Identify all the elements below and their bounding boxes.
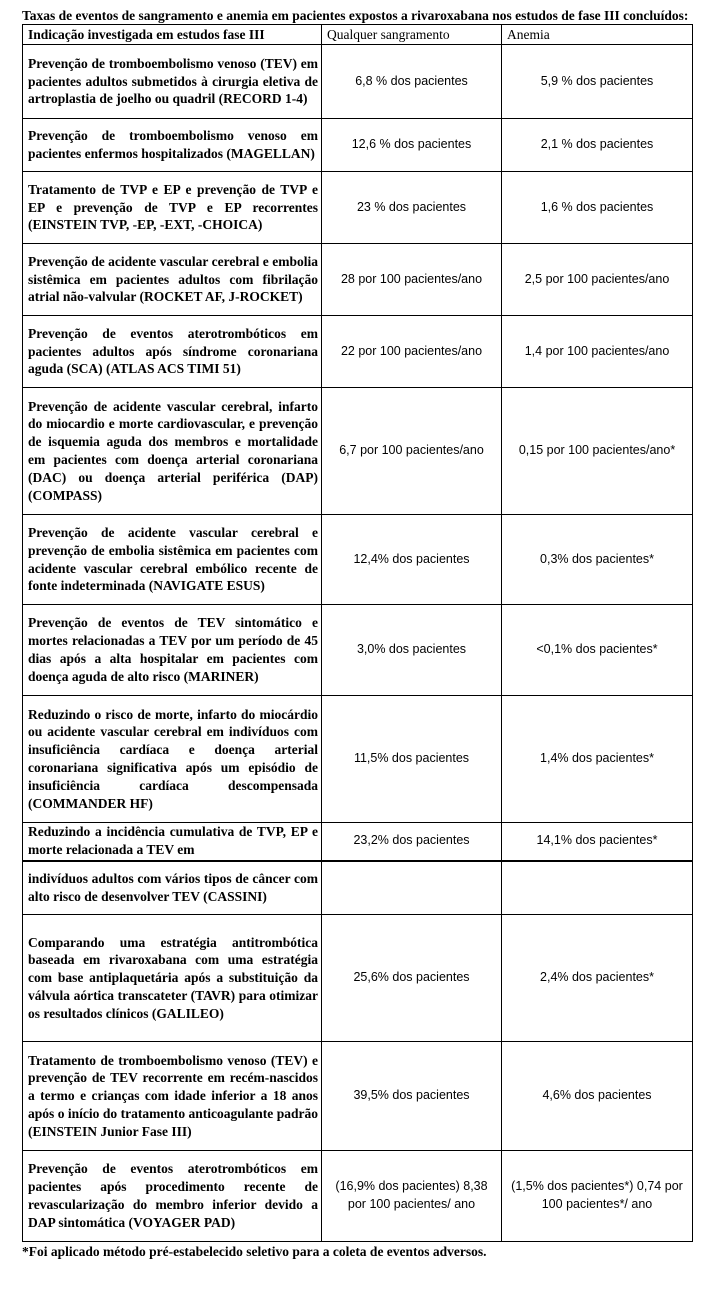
bleeding-cell: 6,7 por 100 pacientes/ano: [322, 388, 502, 515]
table-row: [23, 244, 693, 316]
bleeding-cell: 12,6 % dos pacientes: [322, 119, 502, 172]
anemia-cell: 2,5 por 100 pacientes/ano: [502, 244, 693, 316]
anemia-cell: 4,6% dos pacientes: [502, 1042, 693, 1151]
adverse-events-table: [22, 24, 693, 1242]
bleeding-cell: (16,9% dos pacientes) 8,38 por 100 pacientes/ ano: [322, 1151, 502, 1242]
indication-cell: Prevenção de tromboembolismo venoso (TEV) em pacientes adultos submetidos à cirurgia eletiva de artroplastia de joelho ou quadril (RECORD 1-4): [23, 45, 322, 119]
indication-cell: Reduzindo a incidência cumulativa de TVP, EP e morte relacionada a TEV em: [23, 823, 322, 861]
bleeding-cell: 39,5% dos pacientes: [322, 1042, 502, 1151]
bleeding-cell: 22 por 100 pacientes/ano: [322, 316, 502, 388]
indication-cell: Prevenção de acidente vascular cerebral, infarto do miocardio e morte cardiovascular, e prevenção de isquemia aguda dos membros e mortalidade em pacientes com doença arterial coronariana (DAC) ou doença arterial periférica (DAP) (COMPASS): [23, 388, 322, 515]
anemia-cell: <0,1% dos pacientes*: [502, 605, 693, 696]
table-row: [23, 515, 693, 605]
anemia-cell: 0,15 por 100 pacientes/ano*: [502, 388, 693, 515]
table-footnote: *Foi aplicado método pré-estabelecido seletivo para a coleta de eventos adversos.: [22, 1244, 487, 1259]
anemia-cell: (1,5% dos pacientes*) 0,74 por 100 pacientes*/ ano: [502, 1151, 693, 1242]
table-row: [23, 45, 693, 119]
table-row: [23, 388, 693, 515]
column-header-indication: Indicação investigada em estudos fase III: [23, 25, 322, 45]
bleeding-cell: 23,2% dos pacientes: [322, 823, 502, 861]
indication-cell: Prevenção de eventos de TEV sintomático e mortes relacionadas a TEV por um período de 45 dias após a alta hospitalar em pacientes com doença aguda de alto risco (MARINER): [23, 605, 322, 696]
indication-cell: Prevenção de eventos aterotrombóticos em pacientes após procedimento recente de revascularização do membro inferior devido a DAP sintomática (VOYAGER PAD): [23, 1151, 322, 1242]
table-row: [23, 915, 693, 1042]
table-row: [23, 119, 693, 172]
bleeding-cell: 11,5% dos pacientes: [322, 696, 502, 823]
bleeding-cell: 3,0% dos pacientes: [322, 605, 502, 696]
bleeding-cell: 12,4% dos pacientes: [322, 515, 502, 605]
bleeding-cell: 25,6% dos pacientes: [322, 915, 502, 1042]
table-row: [23, 696, 693, 823]
column-header-bleeding: Qualquer sangramento: [322, 25, 502, 45]
bleeding-cell: [322, 861, 502, 915]
indication-cell: Reduzindo o risco de morte, infarto do miocárdio ou acidente vascular cerebral em indivíduos com insuficiência cardíaca e doença arterial coronariana significativa após um episódio de insuficiência cardíaca descompensada (COMMANDER HF): [23, 696, 322, 823]
anemia-cell: 5,9 % dos pacientes: [502, 45, 693, 119]
table-row: [23, 861, 693, 915]
anemia-cell: 2,4% dos pacientes*: [502, 915, 693, 1042]
table-header-row: [23, 25, 693, 45]
table-row: [23, 605, 693, 696]
table-caption: Taxas de eventos de sangramento e anemia em pacientes expostos a rivaroxabana nos estudos de fase III concluídos:: [22, 8, 689, 23]
anemia-cell: 2,1 % dos pacientes: [502, 119, 693, 172]
indication-cell: Tratamento de TVP e EP e prevenção de TVP e EP e prevenção de TVP e EP recorrentes (EINSTEIN TVP, -EP, -EXT, -CHOICA): [23, 172, 322, 244]
indication-cell: Prevenção de acidente vascular cerebral e prevenção de embolia sistêmica em pacientes com acidente vascular cerebral embólico recente de fonte indeterminada (NAVIGATE ESUS): [23, 515, 322, 605]
document-page: [22, 8, 692, 1260]
anemia-cell: 14,1% dos pacientes*: [502, 823, 693, 861]
anemia-cell: 0,3% dos pacientes*: [502, 515, 693, 605]
indication-cell: Comparando uma estratégia antitrombótica baseada em rivaroxabana com uma estratégia com base antiplaquetária após a substituição da válvula aórtica transcateter (TAVR) para otimizar os resultados clínicos (GALILEO): [23, 915, 322, 1042]
table-row: [23, 172, 693, 244]
bleeding-cell: 23 % dos pacientes: [322, 172, 502, 244]
indication-cell: indivíduos adultos com vários tipos de câncer com alto risco de desenvolver TEV (CASSINI): [23, 861, 322, 915]
anemia-cell: 1,6 % dos pacientes: [502, 172, 693, 244]
anemia-cell: [502, 861, 693, 915]
indication-cell: Prevenção de eventos aterotrombóticos em pacientes adultos após síndrome coronariana aguda (SCA) (ATLAS ACS TIMI 51): [23, 316, 322, 388]
indication-cell: Tratamento de tromboembolismo venoso (TEV) e prevenção de TEV recorrente em recém-nascidos a termo e crianças com idade inferior a 18 anos após o início do tratamento anticoagulante padrão (EINSTEIN Junior Fase III): [23, 1042, 322, 1151]
indication-cell: Prevenção de tromboembolismo venoso em pacientes enfermos hospitalizados (MAGELLAN): [23, 119, 322, 172]
table-row: [23, 1151, 693, 1242]
anemia-cell: 1,4 por 100 pacientes/ano: [502, 316, 693, 388]
column-header-anemia: Anemia: [502, 25, 693, 45]
table-row: [23, 823, 693, 861]
anemia-cell: 1,4% dos pacientes*: [502, 696, 693, 823]
indication-cell: Prevenção de acidente vascular cerebral e embolia sistêmica em pacientes adultos com fibrilação atrial não-valvular (ROCKET AF, J-ROCKET): [23, 244, 322, 316]
table-row: [23, 1042, 693, 1151]
bleeding-cell: 28 por 100 pacientes/ano: [322, 244, 502, 316]
bleeding-cell: 6,8 % dos pacientes: [322, 45, 502, 119]
table-row: [23, 316, 693, 388]
